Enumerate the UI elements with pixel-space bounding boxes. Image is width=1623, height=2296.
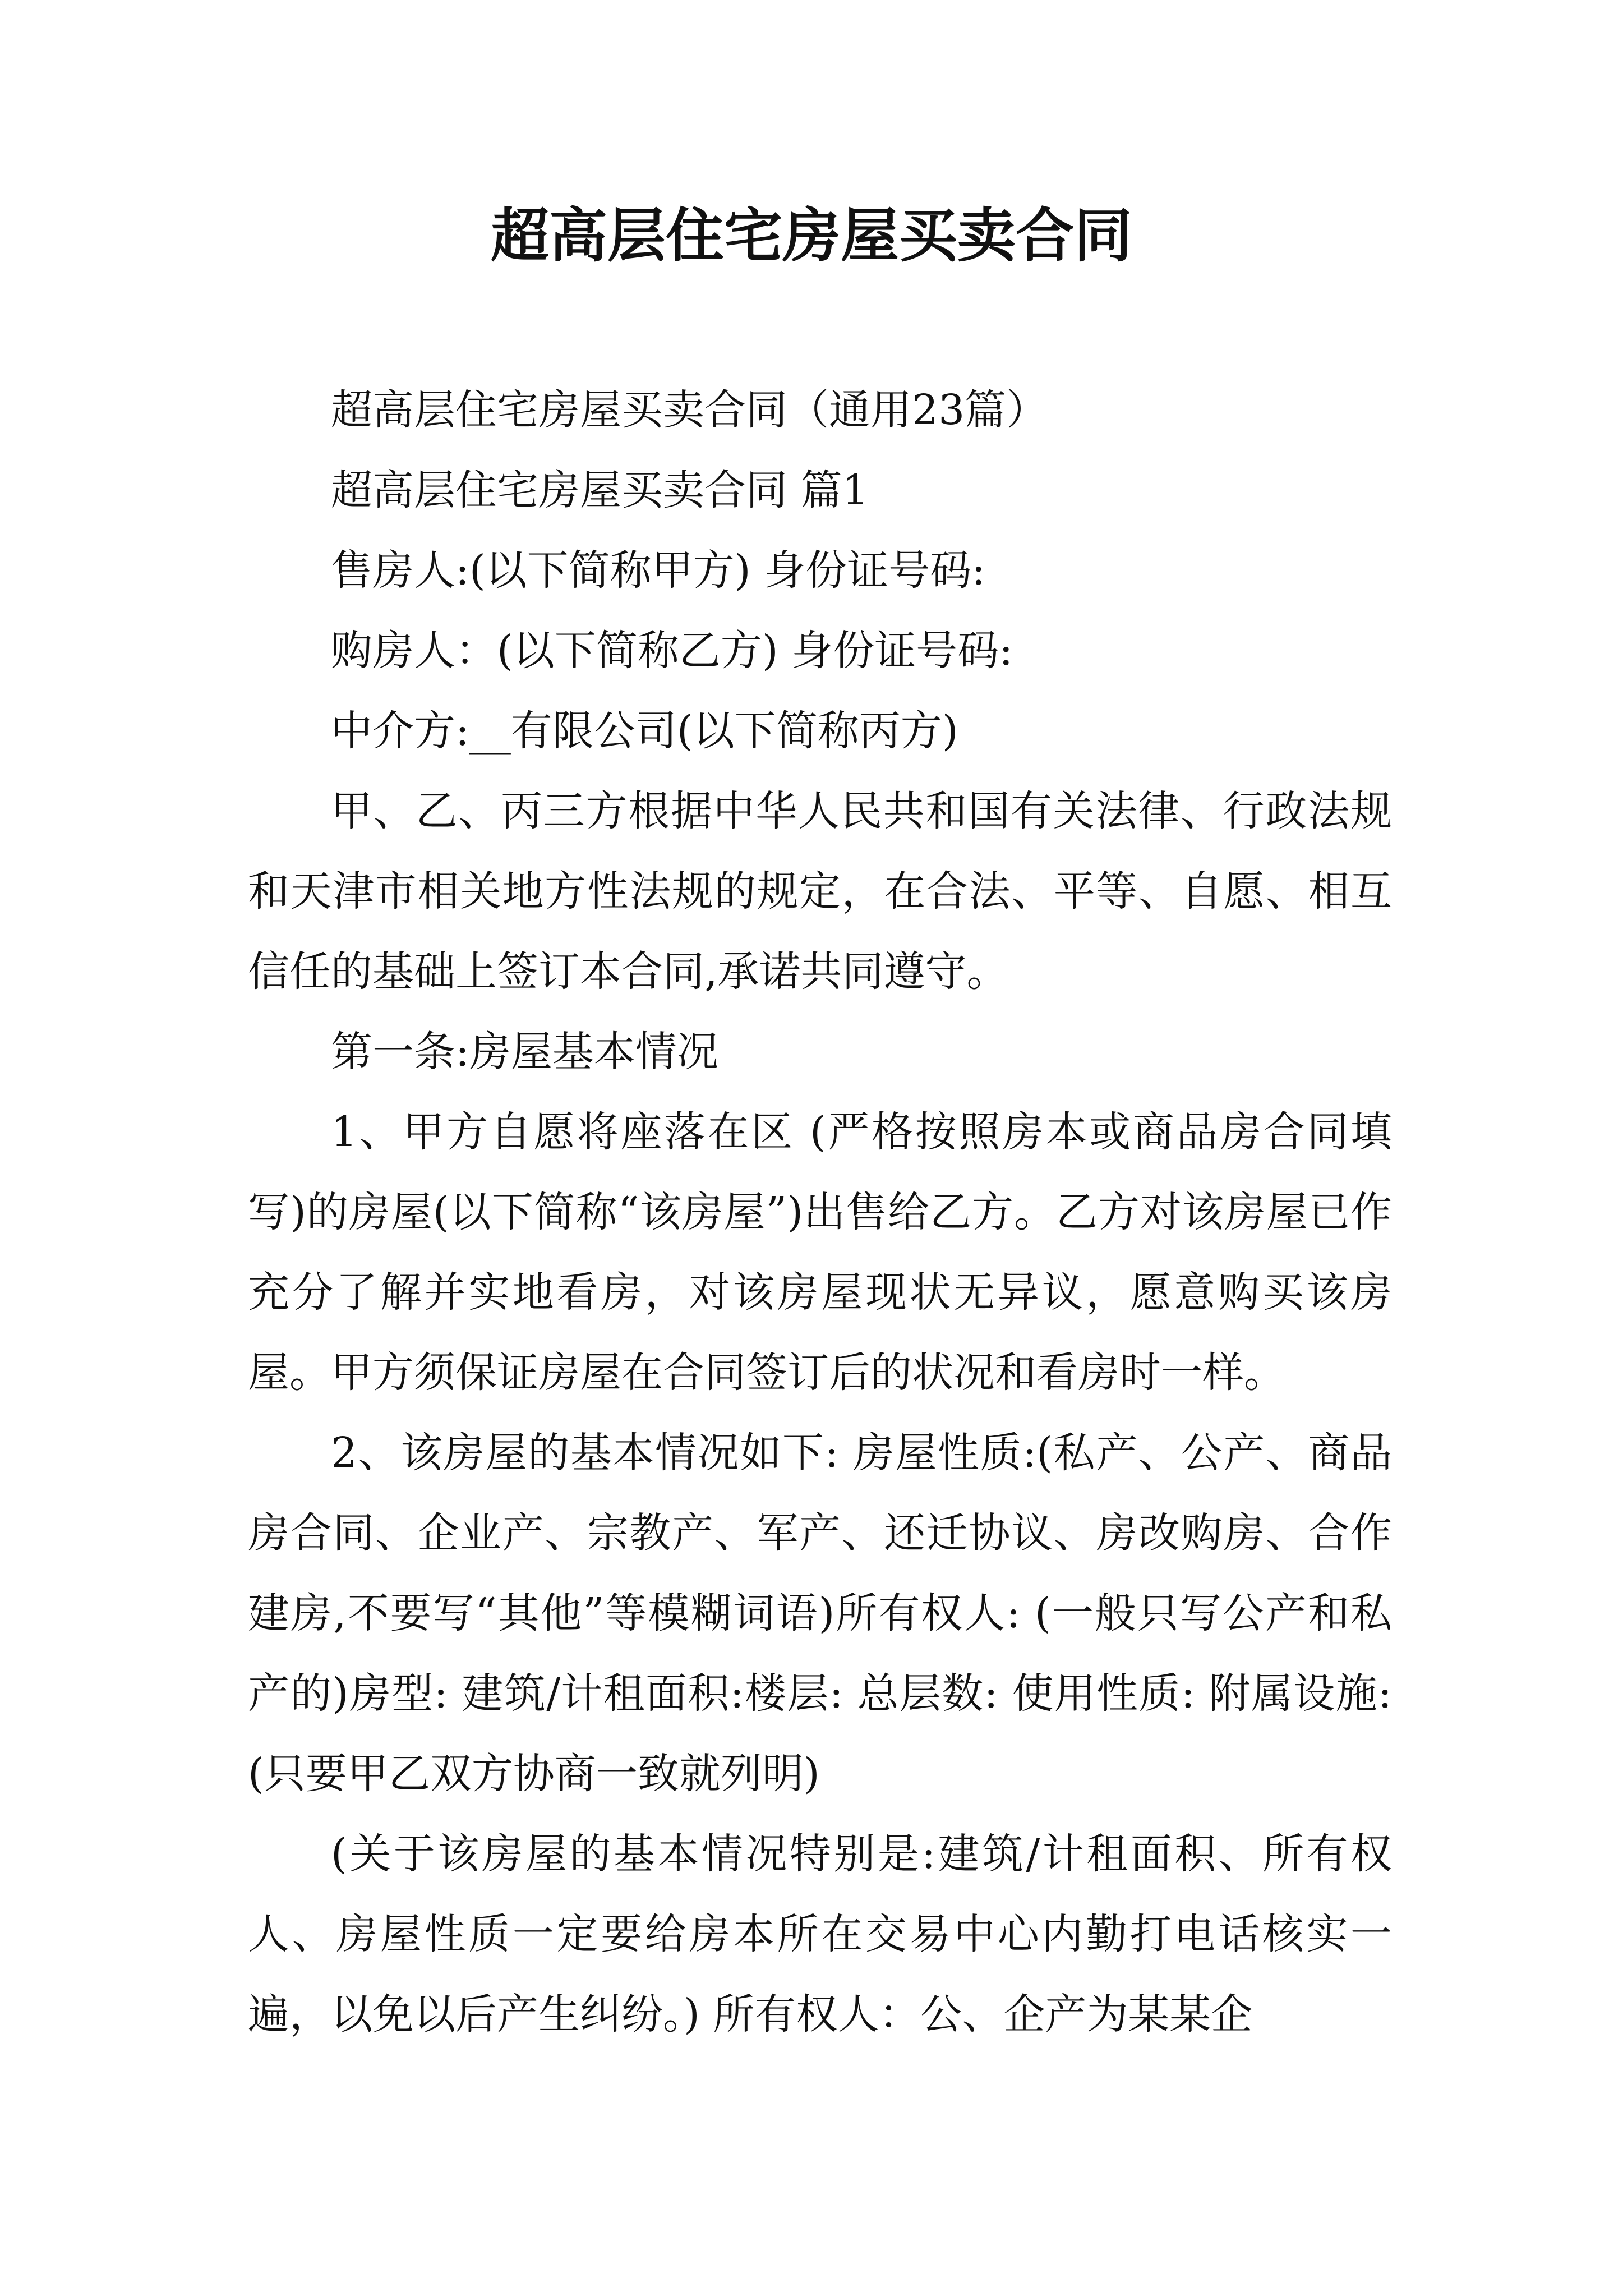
paragraph-clause-2: 2、该房屋的基本情况如下: 房屋性质:(私产、公产、商品房合同、企业产、宗教产、军产、还迁协议、房改购房、合作建房,不要写“其他”等模糊词语)所有权人: (一般只写公产和私产的)房型: 建筑/计租面积:楼层: 总层数: 使用性质: 附属设施:(只要甲乙双方协商一致就列明) — [248, 1429, 1392, 1798]
paragraph-agent: 中介方:__有限公司(以下简称丙方) — [331, 707, 958, 755]
paragraph-article-heading: 第一条:房屋基本情况 — [331, 1028, 718, 1076]
document-title: 超高层住宅房屋买卖合同 — [490, 201, 1132, 270]
paragraph-note: (关于该房屋的基本情况特别是:建筑/计租面积、所有权人、房屋性质一定要给房本所在交易中心内勤打电话核实一遍，以免以后产生纠纷。) 所有权人：公、企产为某某企 — [248, 1830, 1392, 2039]
paragraph-buyer: 购房人：(以下简称乙方) 身份证号码: — [331, 627, 1013, 675]
paragraph-subtitle: 超高层住宅房屋买卖合同（通用23篇） — [331, 386, 1048, 434]
document-body — [248, 370, 1392, 2055]
paragraph-section-heading: 超高层住宅房屋买卖合同 篇1 — [331, 466, 869, 514]
paragraph-clause-1: 1、甲方自愿将座落在区 (严格按照房本或商品房合同填写)的房屋(以下简称“该房屋”)出售给乙方。乙方对该房屋已作充分了解并实地看房，对该房屋现状无异议，愿意购买该房屋。甲方须保证房屋在合同签订后的状况和看房时一样。 — [248, 1108, 1392, 1397]
paragraph-seller: 售房人:(以下简称甲方) 身份证号码: — [331, 546, 986, 595]
paragraph-preamble: 甲、乙、丙三方根据中华人民共和国有关法律、行政法规和天津市相关地方性法规的规定，在合法、平等、自愿、相互信任的基础上签订本合同,承诺共同遵守。 — [248, 787, 1392, 996]
